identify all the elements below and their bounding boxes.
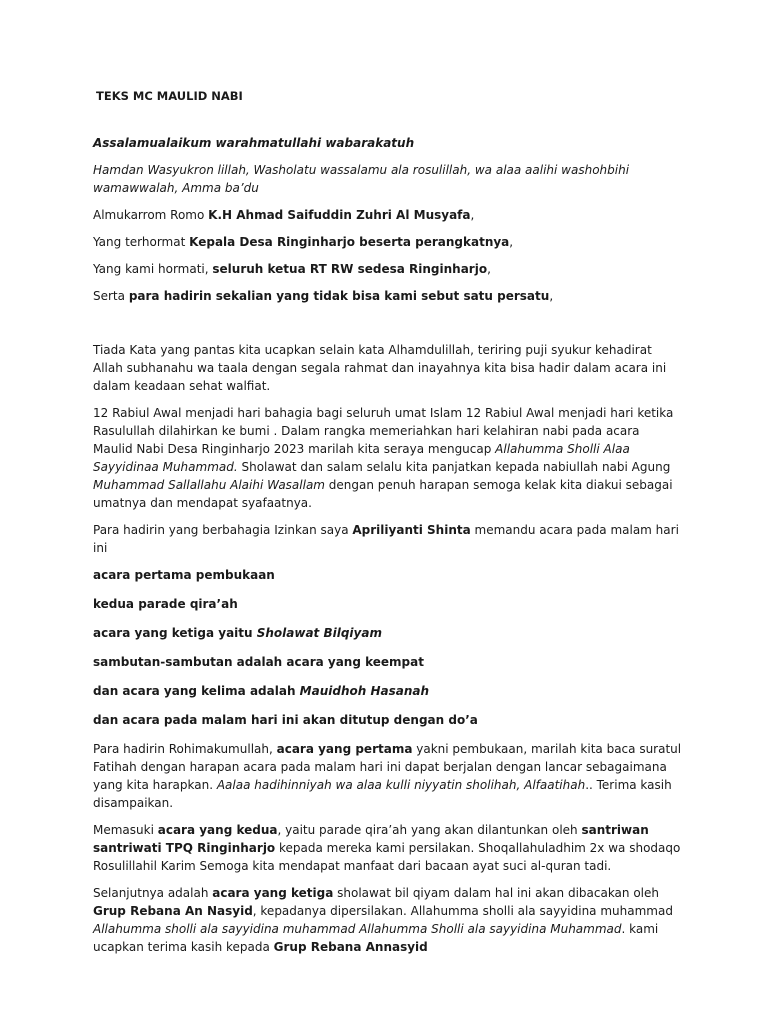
paragraph-opening-praise: Tiada Kata yang pantas kita ucapkan selain kata Alhamdulillah, teriring puji syukur kehadirat Allah subhanahu wa taala dengan segala rahmat dan inayahnya kita bisa hadir dalam acara ini dalam keadaan sehat walfiat. [93,343,667,393]
greeting: Assalamualaikum warahmatullahi wabarakatuh [93,136,415,150]
paragraph-second-event: Memasuki acara yang kedua, yaitu parade qira’ah yang akan dilantunkan oleh santriwan santriwati TPQ Ringinharjo kepada mereka kami persilakan. Shoqallahuladhim 2x wa shodaqo Rosulillahil Karim Semoga kita mendapat manfaat dari bacaan ayat suci al-quran tadi. [93,823,681,873]
document-title: TEKS MC MAULID NABI [96,89,243,103]
agenda-item: dan acara pada malam hari ini akan ditutup dengan do’a [93,713,478,727]
salutation-1: Almukarrom Romo K.H Ahmad Saifuddin Zuhri Al Musyafa, [93,208,475,222]
salutation-3: Yang kami hormati, seluruh ketua RT RW sedesa Ringinharjo, [93,262,491,276]
opening-prayer: Hamdan Wasyukron lillah, Washolatu wassalamu ala rosulillah, wa alaa aalihi washohbihi wamawwalah, Amma ba’du [93,163,630,195]
paragraph-third-event: Selanjutnya adalah acara yang ketiga sholawat bil qiyam dalam hal ini akan dibacakan oleh Grup Rebana An Nasyid, kepadanya dipersilakan. Allahumma sholli ala sayyidina muhammad Allahumma sholli ala sayyidina muhammad Allahumma Sholli ala sayyidina Muhammad. kami ucapkan terima kasih kepada Grup Rebana Annasyid [93,886,673,954]
agenda-item: dan acara yang kelima adalah Mauidhoh Hasanah [93,684,430,698]
paragraph-gap [93,314,682,341]
paragraph-host-intro: Para hadirin yang berbahagia Izinkan saya Apriliyanti Shinta memandu acara pada malam hari ini [93,523,679,555]
agenda-item: acara yang ketiga yaitu Sholawat Bilqiyam [93,626,382,640]
paragraph-rabiul-awal: 12 Rabiul Awal menjadi hari bahagia bagi seluruh umat Islam 12 Rabiul Awal menjadi hari ketika Rasulullah dilahirkan ke bumi . Dalam rangka memeriahkan hari kelahiran nabi pada acara Maulid Nabi Desa Ringinharjo 2023 marilah kita seraya mengucap Allahumma Sholli Alaa Sayyidinaa Muhammad. Sholawat dan salam selalu kita panjatkan kepada nabiullah nabi Agung Muhammad Sallallahu Alaihi Wasallam dengan penuh harapan semoga kelak kita diakui sebagai umatnya dan mendapat syafaatnya. [93,406,674,510]
salutation-2: Yang terhormat Kepala Desa Ringinharjo beserta perangkatnya, [93,235,514,249]
paragraph-first-event: Para hadirin Rohimakumullah, acara yang pertama yakni pembukaan, marilah kita baca suratul Fatihah dengan harapan acara pada malam hari ini dapat berjalan dengan lancar sebagaimana yang kita harapkan. Aalaa hadihinniyah wa alaa kulli niyyatin sholihah, Alfaatihah.. Terima kasih disampaikan. [93,742,682,810]
salutation-4: Serta para hadirin sekalian yang tidak bisa kami sebut satu persatu, [93,289,554,303]
agenda-item: sambutan-sambutan adalah acara yang keempat [93,655,424,669]
agenda-item: kedua parade qira’ah [93,597,238,611]
agenda-item: acara pertama pembukaan [93,568,275,582]
